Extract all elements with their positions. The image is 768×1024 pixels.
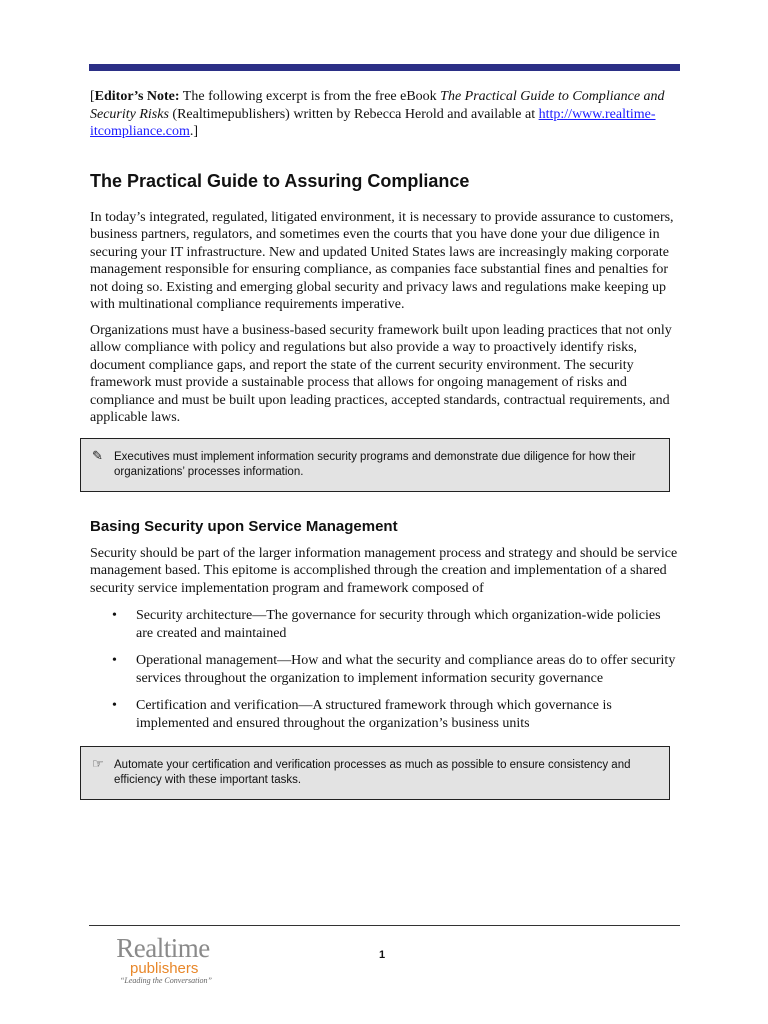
editor-note-book-title: The Practical Guide to Compliance and Security Risks [90,89,665,122]
logo-realtime: Realtime [116,933,210,963]
list-item-text: Certification and verification—A structured framework through which governance is implemented and ensured throughout the organization’s business units [136,698,612,731]
list-item [90,652,680,687]
note-box-executives [80,438,670,492]
page-number: 1 [378,949,386,961]
note-text: Automate your certification and verification processes as much as possible to ensure consistency and efficiency with these important tasks. [114,759,631,786]
bullet-list [90,607,680,732]
editor-note [90,88,680,141]
realtime-publishers-logo [108,934,218,986]
logo-tagline: “Leading the Conversation” [119,976,212,985]
pen-icon: ✎ [92,447,103,463]
paragraph-2: Organizations must have a business-based security framework built upon leading practices that not only allow compliance with policy and regulations but also provide a way to proactively identify risks, document compliance gaps, and report the state of the current security environment. The security framework must provide a sustainable process that allows for ongoing management of risks and compliance and must be built upon leading practices, accepted standards, contractual requirements, and applicable laws. [90,322,672,425]
bullet-icon: • [112,608,117,623]
page-title: The Practical Guide to Assuring Compliance [90,170,470,191]
list-item [90,607,680,642]
pointing-hand-icon: ☞ [92,756,104,771]
editor-note-label: Editor’s Note: [94,89,180,104]
list-item [90,697,680,732]
editor-note-text1: The following excerpt is from the free eBook [179,89,441,104]
editor-note-bracket: [ [90,89,95,104]
list-item-text: Security architecture—The governance for security through which organization-wide policies are created and maintained [136,608,661,641]
document-body [90,88,680,800]
note-text: Executives must implement information security programs and demonstrate due diligence for how their organizations’ processes information. [114,450,636,478]
editor-note-link[interactable]: http://www.realtime-itcompliance.com [90,106,656,139]
bullet-icon: • [112,653,117,668]
footer-rule [89,925,680,926]
top-rule [89,64,680,71]
note-box-automate [80,746,670,800]
bullet-icon: • [112,698,117,713]
editor-note-close: .] [189,124,199,139]
section-intro: Security should be part of the larger information management process and strategy and should be service management based. This epitome is accomplished through the creation and implementation of a shared security service implementation program and framework composed of [90,545,678,596]
section-heading: Basing Security upon Service Management [90,517,398,535]
logo-publishers: publishers [130,960,199,977]
paragraph-1: In today’s integrated, regulated, litigated environment, it is necessary to provide assurance to customers, business partners, regulators, and sometimes even the courts that you have done your due diligence in securing your IT infrastructure. New and updated United States laws are increasingly making corporate management responsible for ensuring compliance, as companies face substantial fines and penalties for not doing so. Existing and emerging global security and privacy laws and regulations make keeping up with multinational compliance requirements imperative. [90,209,674,312]
editor-note-text2: (Realtimepublishers) written by Rebecca Herold and available at [168,106,539,122]
list-item-text: Operational management—How and what the security and compliance areas do to offer security services throughout the organization to implement information security governance [136,653,676,686]
